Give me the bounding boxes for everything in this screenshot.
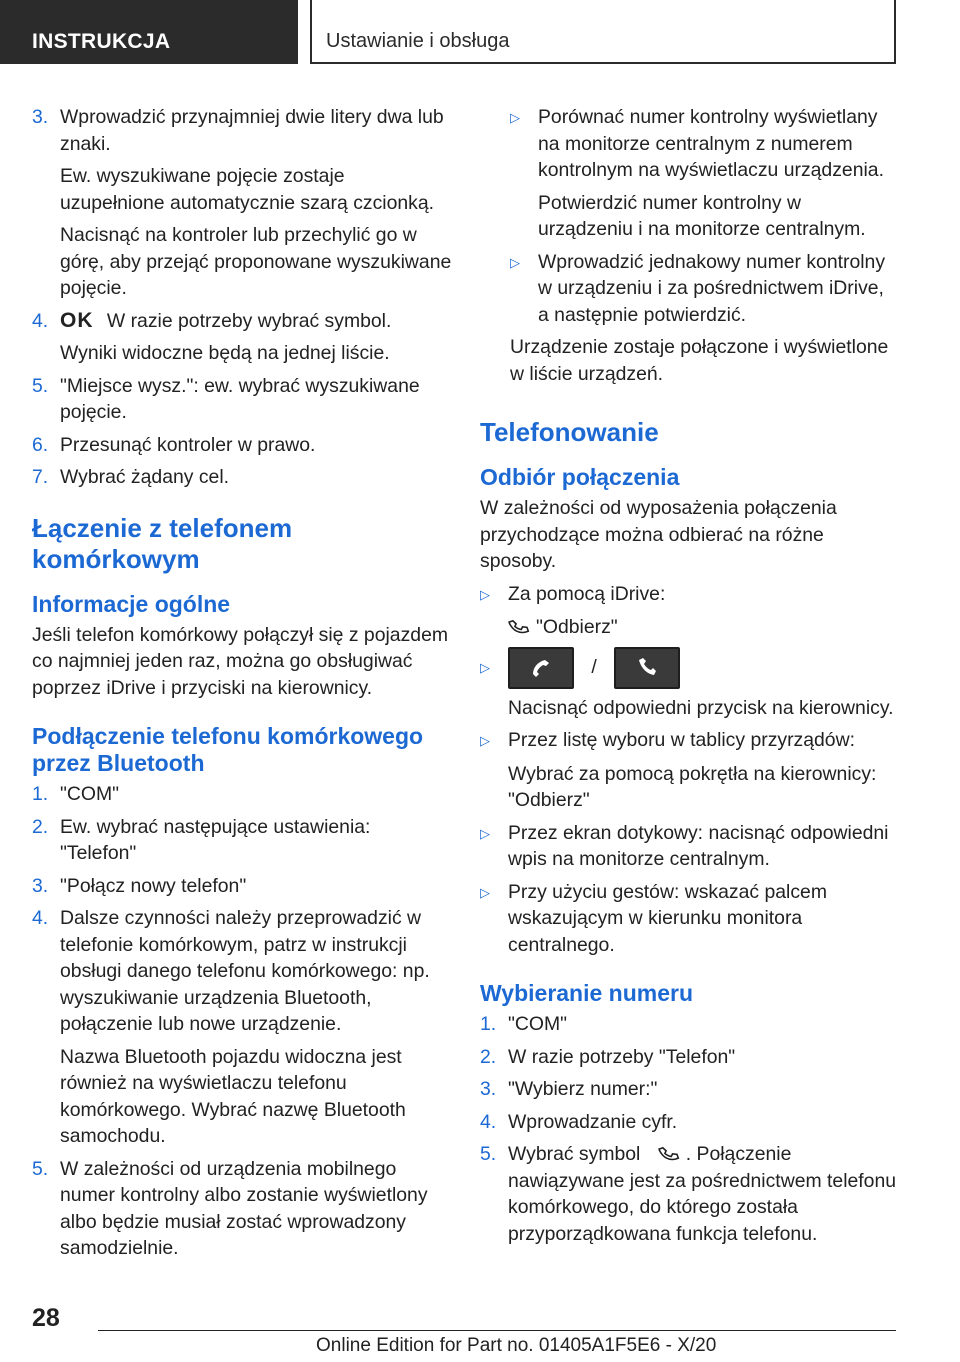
footer-divider [98, 1330, 896, 1331]
step-item [32, 873, 452, 900]
step-text: Dalsze czynności należy przeprowadzić w telefonie komórkowym, patrz w instrukcji obsługi danego telefonu komórkowego: np. wyszukiwanie urządzenia Bluetooth, połączenie lub nowe urządzenie. [60, 907, 430, 1035]
step-text: Wybrać żądany cel. [60, 466, 230, 488]
bullet-note: Wybrać za pomocą pokrętła na kierownicy: "Odbierz" [508, 762, 877, 811]
step-number: 5. [480, 1143, 497, 1165]
step-item [480, 1044, 900, 1071]
step-text: W razie potrzeby "Telefon" [508, 1045, 736, 1068]
step-item [480, 1109, 900, 1136]
step-note: Ew. wyszukiwane pojęcie zostaje uzupełnione automatycznie szarą czcionką. [60, 165, 435, 214]
step-note: Nazwa Bluetooth pojazdu widoczna jest również na wyświetlaczu telefonu komórkowego. Wybrać nazwę Bluetooth samochodu. [60, 1045, 406, 1147]
ok-symbol-icon: OK [60, 308, 94, 332]
phone-handset-icon [658, 1144, 680, 1162]
phone-handset-icon [508, 617, 530, 635]
step-text: Wprowadzanie cyfr. [508, 1110, 678, 1133]
step-text: Wprowadzić przynajmniej dwie litery dwa lub znaki. [60, 106, 444, 155]
step-text: W zależności od urządzenia mobilnego numer kontrolny albo zostanie wyświetlony albo będzie musiał zostać wprowadzony samodzielnie. [60, 1157, 428, 1259]
subheading-general-info: Informacje ogólne [32, 590, 231, 617]
step-text: "COM" [508, 1013, 568, 1035]
step-text-pre: Wybrać symbol [508, 1143, 641, 1165]
page-number: 28 [32, 1304, 60, 1332]
phone-accept-button[interactable] [508, 647, 574, 689]
step-item [32, 814, 452, 867]
heading-phone-connection: Łączenie z telefonem komórkowym [32, 512, 293, 574]
triangle-bullet-icon: ▷ [480, 825, 490, 841]
step-item [480, 1141, 900, 1247]
step-item [32, 432, 452, 459]
step-number: 6. [32, 433, 49, 456]
step-text: "COM" [60, 783, 120, 805]
step-item [32, 104, 452, 157]
step-number: 4. [32, 907, 49, 929]
page-header [0, 0, 960, 66]
step-item [480, 1011, 900, 1038]
section-tab: INSTRUKCJA [0, 0, 298, 64]
bullet-item [480, 647, 900, 689]
step-text: Przesunąć kontroler w prawo. [60, 433, 316, 456]
step-text: "Miejsce wysz.": ew. wybrać wyszukiwane pojęcie. [60, 374, 420, 423]
step-item [480, 1076, 900, 1103]
step-number: 3. [32, 874, 49, 897]
step-number: 1. [32, 783, 49, 805]
footer-edition: Online Edition for Part no. 01405A1F5E6 - X/20 [316, 1335, 717, 1356]
step-number: 4. [480, 1110, 497, 1133]
step-number: 2. [32, 815, 49, 838]
bullet-note: Nacisnąć odpowiedni przycisk na kierownicy. [508, 696, 894, 719]
phone-reject-button[interactable] [614, 647, 680, 689]
step-item [32, 1156, 452, 1262]
left-column [32, 104, 452, 1268]
step-number: 2. [480, 1045, 497, 1068]
step-note: Nacisnąć na kontroler lub przechylić go w górę, aby przejąć proponowane wyszukiwane pojęcie. [60, 224, 452, 299]
triangle-bullet-icon: ▷ [510, 110, 520, 125]
triangle-bullet-icon: ▷ [480, 733, 490, 748]
bullet-item [480, 820, 900, 873]
step-number: 5. [32, 1157, 49, 1180]
subheading-answer-call: Odbiór połączenia [480, 464, 680, 490]
bullet-text: Przy użyciu gestów: wskazać palcem wskazującym w kierunku monitora centralnego. [508, 880, 827, 956]
bullet-text: Przez listę wyboru w tablicy przyrządów: [508, 729, 855, 751]
bullet-text: Przez ekran dotykowy: nacisnąć odpowiedni wpis na monitorze centralnym. [508, 821, 889, 870]
bullet-text: Za pomocą iDrive: [508, 582, 666, 605]
subheading-bluetooth: Podłączenie telefonu komórkowego przez Bluetooth [32, 723, 424, 776]
step-number: 5. [32, 374, 49, 397]
step-text: "Wybierz numer:" [508, 1078, 658, 1100]
step-item [32, 308, 452, 335]
step-text: Ew. wybrać następujące ustawienia: "Telefon" [60, 815, 371, 864]
step-number: 7. [32, 466, 49, 488]
step-text-post: . Połączenie nawiązywane jest za pośrednictwem telefonu komórkowego, do którego została przyporządkowana funkcja telefonu. [508, 1143, 897, 1245]
chapter-tab: Ustawianie i obsługa [310, 0, 896, 64]
connected-text: Urządzenie zostaje połączone i wyświetlone w liście urządzeń. [510, 336, 889, 385]
triangle-bullet-icon: ▷ [480, 659, 490, 675]
step-item [32, 781, 452, 808]
step-item [32, 373, 452, 426]
bullet-item [480, 104, 900, 184]
step-number: 4. [32, 309, 49, 332]
step-note: Wyniki widoczne będą na jednej liście. [60, 342, 390, 364]
triangle-bullet-icon: ▷ [480, 586, 490, 602]
step-number: 3. [32, 106, 49, 128]
step-number: 3. [480, 1078, 497, 1100]
subheading-dialing: Wybieranie numeru [480, 980, 694, 1006]
step-text: W razie potrzeby wybrać symbol. [106, 309, 392, 332]
answer-intro-text: W zależności od wyposażenia połączenia przychodzące można odbierać na różne sposoby. [480, 497, 837, 572]
slash-separator: / [591, 656, 597, 679]
triangle-bullet-icon: ▷ [480, 884, 490, 900]
right-column [480, 104, 900, 1253]
heading-telephoning: Telefonowanie [480, 417, 659, 447]
general-info-text: Jeśli telefon komórkowy połączył się z pojazdem co najmniej jeden raz, można go obsługiwać poprzez iDrive i przyciski na kierownicy. [32, 623, 448, 699]
step-item [32, 905, 452, 1038]
bullet-item [480, 581, 900, 609]
bullet-note: Potwierdzić numer kontrolny w urządzeniu i na monitorze centralnym. [538, 191, 866, 240]
step-number: 1. [480, 1013, 497, 1035]
bullet-item [480, 879, 900, 959]
bullet-note: "Odbierz" [536, 616, 618, 638]
bullet-item [480, 727, 900, 755]
step-text: "Połącz nowy telefon" [60, 874, 247, 897]
triangle-bullet-icon: ▷ [510, 254, 520, 270]
bullet-text: Porównać numer kontrolny wyświetlany na monitorze centralnym z numerem kontrolnym na wyświetlaczu urządzenia. [538, 106, 884, 181]
bullet-item [480, 249, 900, 329]
step-item [32, 464, 452, 491]
bullet-text: Wprowadzić jednakowy numer kontrolny w urządzeniu i za pośrednictwem iDrive, a następnie potwierdzić. [538, 250, 886, 326]
